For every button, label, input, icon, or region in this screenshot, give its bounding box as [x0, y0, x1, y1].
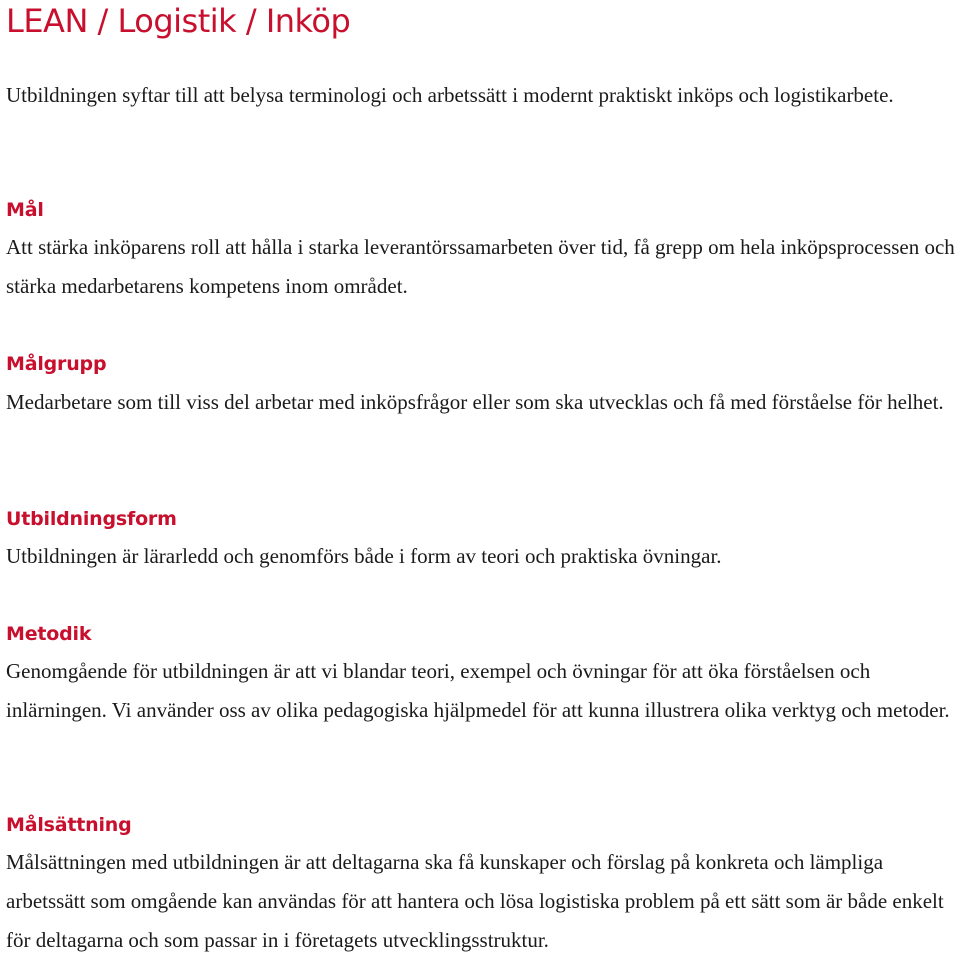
section-heading-mal: Mål — [6, 199, 44, 221]
section-text-utbildningsform: Utbildningen är lärarledd och genomförs både i form av teori och praktiska övningar. — [6, 544, 722, 568]
section-heading-metodik: Metodik — [6, 623, 92, 645]
section-text-malgrupp: Medarbetare som till viss del arbetar med inköpsfrågor eller som ska utvecklas och få med förståelse för helhet. — [6, 390, 944, 414]
section-heading-malsattning: Målsättning — [6, 814, 132, 836]
page-title: LEAN / Logistik / Inköp — [6, 2, 351, 40]
section-text-metodik: Genomgående för utbildningen är att vi blandar teori, exempel och övningar för att öka förståelsen och inlärningen. Vi använder oss av olika pedagogiska hjälpmedel för att kunna illustrera olika verktyg och metoder. — [6, 659, 950, 722]
section-heading-malgrupp: Målgrupp — [6, 353, 107, 375]
section-heading-utbildningsform: Utbildningsform — [6, 508, 177, 530]
section-text-malsattning: Målsättningen med utbildningen är att deltagarna ska få kunskaper och förslag på konkreta och lämpliga arbetssätt som omgående kan användas för att hantera och lösa logistiska problem på ett sätt som är både enkelt för deltagarna och som passar in i företagets utvecklingsstruktur. — [6, 850, 944, 952]
intro-paragraph: Utbildningen syftar till att belysa terminologi och arbetssätt i modernt praktiskt inköps och logistikarbete. — [6, 83, 894, 107]
section-text-mal: Att stärka inköparens roll att hålla i starka leverantörssamarbeten över tid, få grepp om hela inköpsprocessen och stärka medarbetarens kompetens inom området. — [6, 235, 955, 298]
